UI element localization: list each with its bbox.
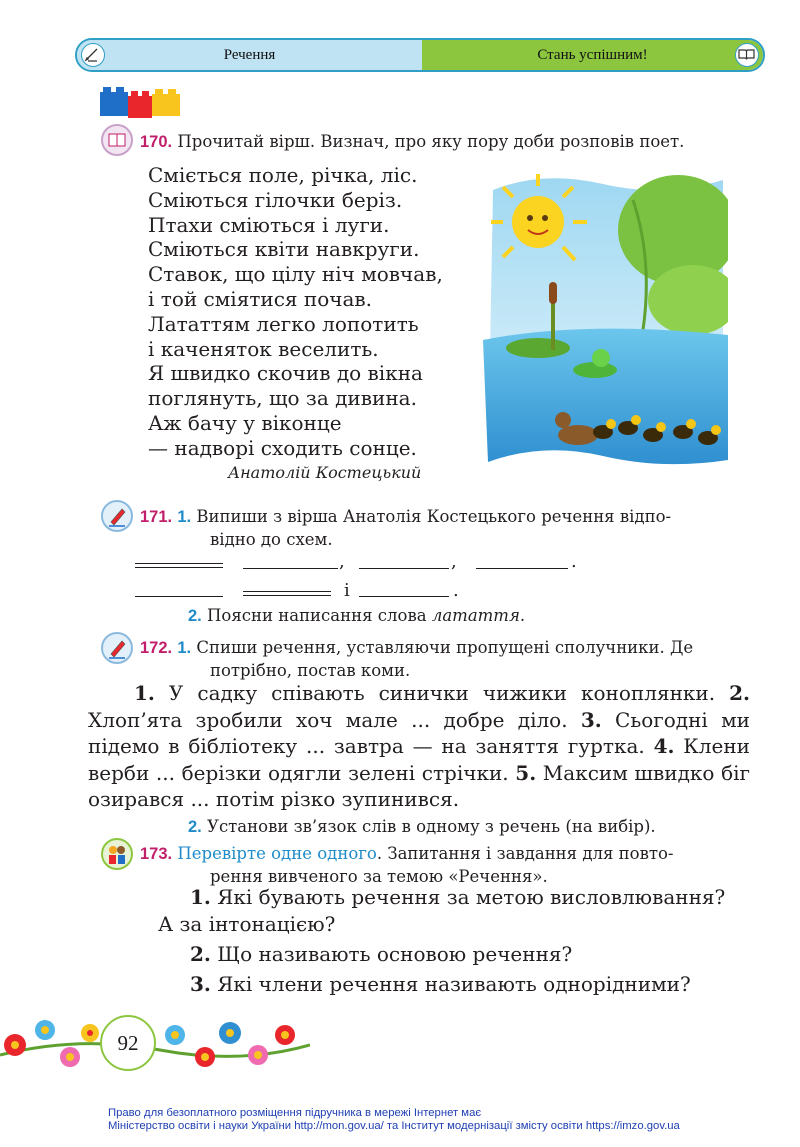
ex172-sentences	[88, 680, 750, 813]
ex170-instruction: Прочитай вірш. Визнач, про яку пору доби розповів поет.	[177, 132, 685, 151]
predicate-underline	[359, 596, 449, 597]
question-text: Які бувають речення за метою висловлювання?	[210, 885, 726, 909]
question-number: 1.	[190, 885, 211, 909]
question-text: А за інтонацією?	[158, 912, 336, 936]
write-task-icon	[101, 632, 133, 664]
read-task-icon	[101, 124, 133, 156]
poem-line: — надворі сходить сонце.	[148, 435, 417, 460]
sentence-text: Хлоп’ята зробили хоч мале ... добре діло.	[88, 707, 581, 732]
ex171-part2-number: 2.	[188, 607, 202, 625]
header-left	[77, 40, 422, 70]
pair-work-icon	[101, 838, 133, 870]
ex171-part2	[188, 604, 525, 628]
ex171-part1-number: 1.	[177, 508, 192, 526]
predicate-underline	[476, 568, 568, 569]
subject-double-underline	[243, 591, 331, 596]
ex171-instruction-row	[140, 505, 740, 529]
ex172-part2	[188, 815, 656, 839]
ex172-number: 172.	[140, 639, 173, 657]
sentence-text: Сьогодні ми підемо в бібліотеку ... завтра — на заняття гуртка.	[88, 707, 750, 758]
poem-line: Я швидко скочив до вікна	[148, 361, 423, 386]
predicate-underline	[243, 568, 338, 569]
ex172-part2-number: 2.	[188, 818, 202, 836]
question	[190, 884, 725, 910]
sentence-number: 3.	[580, 707, 602, 732]
question	[190, 941, 572, 967]
question-number: 3.	[190, 972, 211, 996]
lego-blocks-icon	[98, 82, 184, 122]
poem-line: Аж бачу у віконце	[148, 410, 342, 435]
poem-line: поглянуть, що за дивина.	[148, 386, 417, 411]
sentence-text: У садку співають синички чижики коноплянки.	[154, 681, 730, 705]
ex173-instruction: . Запитання і завдання для повто-	[376, 844, 674, 863]
poem-line: Сміються гілочки беріз.	[148, 187, 403, 212]
scheme-comma: ,	[451, 551, 457, 572]
book-icon	[735, 43, 759, 67]
footer	[108, 1107, 728, 1133]
ex172-instruction-line2: потрібно, постав коми.	[210, 661, 411, 680]
question-number: 2.	[190, 942, 211, 966]
ex171-number: 171.	[140, 508, 173, 526]
ex170-number: 170.	[140, 133, 173, 151]
question	[190, 971, 691, 997]
ex172-part1-number: 1.	[177, 639, 192, 657]
scheme-comma: ,	[339, 551, 345, 572]
ex172-instruction-row	[140, 636, 740, 660]
ex171-part2-text: Поясни написання слова	[207, 606, 427, 625]
write-task-icon	[101, 500, 133, 532]
poem-line: Сміються квіти навкруги.	[148, 237, 420, 262]
ex173-instruction-line2: рення вивченого за темою «Речення».	[210, 867, 548, 886]
page-number: 92	[100, 1015, 156, 1071]
ex172-part2-text: Установи зв’язок слів в одному з речень (на вибір).	[207, 817, 656, 836]
predicate-underline	[135, 596, 223, 597]
question-text: Що називають основою речення?	[210, 942, 573, 966]
poem-line: і каченяток веселить.	[148, 336, 379, 361]
scheme-dot: .	[453, 580, 459, 601]
pen-icon	[81, 43, 105, 67]
header-bar	[75, 38, 765, 72]
question	[158, 911, 335, 937]
predicate-underline	[359, 568, 449, 569]
poem-line: Ставок, що цілу ніч мовчав,	[148, 262, 443, 287]
sentence-number: 5.	[515, 760, 537, 785]
poem-line: Лататтям легко лопотить	[148, 311, 419, 336]
poem	[148, 163, 443, 461]
sentence-text: Максим швидко біг озирався ... потім різко зупинився.	[88, 760, 750, 811]
sentence-number: 1.	[134, 681, 155, 705]
footer-line: Міністерство освіти і науки України http://mon.gov.ua/ та Інститут модернізації змісту освіти https://imzo.gov.ua	[108, 1120, 680, 1132]
sentence-number: 2.	[729, 681, 750, 705]
ex171-part1-text: Випиши з вірша Анатолія Костецького речення відпо-	[196, 507, 672, 526]
poem-line: і той сміятися почав.	[148, 286, 373, 311]
footer-line: Право для безоплатного розміщення підручника в мережі Інтернет має	[108, 1107, 482, 1119]
ex171-part2-word: латаття.	[431, 606, 526, 625]
scheme-dot: .	[571, 551, 577, 572]
ex173-number: 173.	[140, 845, 173, 863]
pond-illustration	[483, 170, 728, 470]
question-text: Які члени речення називають однорідними?	[210, 972, 691, 996]
ex171-instruction-line2: відно до схем.	[210, 530, 333, 549]
sentence-number: 4.	[653, 734, 675, 758]
poem-author: Анатолій Костецький	[228, 463, 422, 482]
ex172-part1-text: Спиши речення, уставляючи пропущені сполучники. Де	[196, 638, 694, 657]
sentence-text: Клени верби ... берізки одягли зелені стрічки.	[88, 734, 750, 785]
ex173-instruction-row	[140, 842, 740, 866]
poem-line: Птахи сміються і луги.	[148, 212, 390, 237]
header-right	[422, 40, 763, 70]
header-section-title: Речення	[223, 46, 276, 63]
header-slogan: Стань успішним!	[537, 46, 648, 63]
subject-double-underline	[135, 563, 223, 568]
scheme-conjunction: і	[344, 580, 350, 601]
ex170-instruction-row	[140, 130, 684, 154]
poem-line: Сміється поле, річка, ліс.	[148, 163, 418, 187]
ex173-highlight: Перевірте одне одного	[177, 844, 377, 863]
